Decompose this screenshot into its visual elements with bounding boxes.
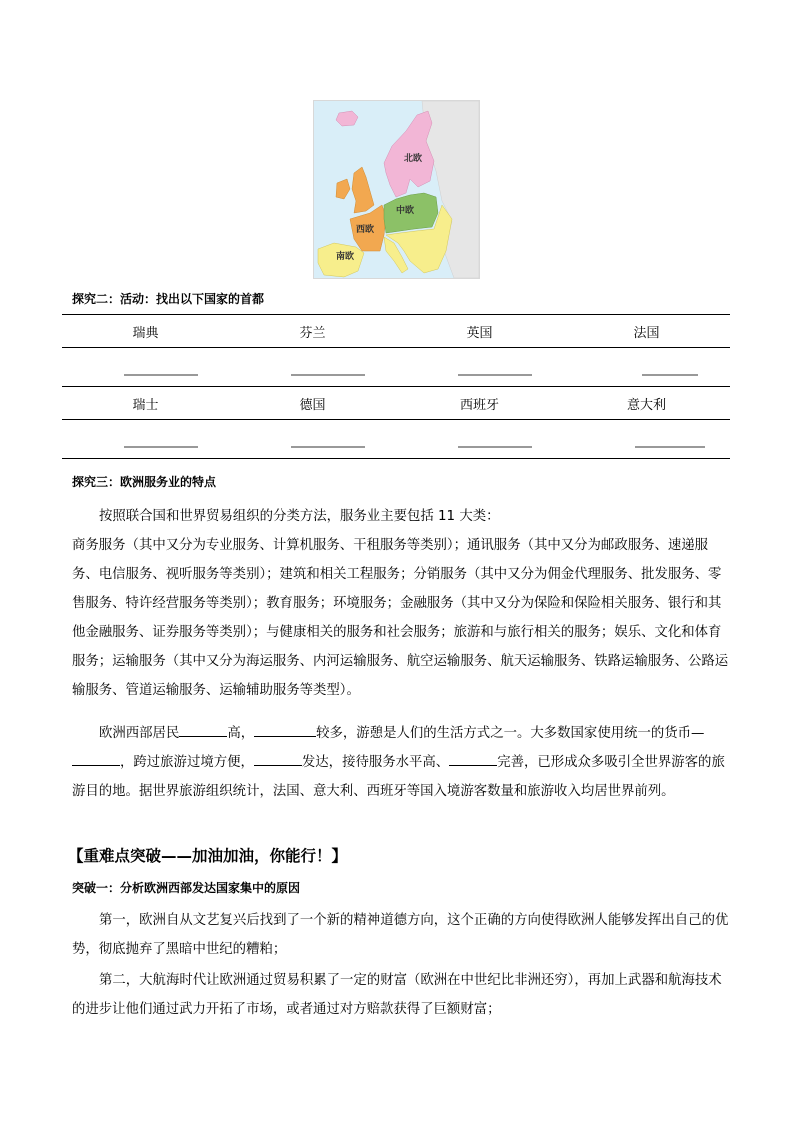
answer-cell: [62, 348, 229, 387]
answer-blank[interactable]: [635, 446, 705, 448]
fill-in-paragraph: [72, 719, 732, 806]
answer-cell: [396, 348, 563, 387]
answer-cell: [563, 420, 730, 459]
fill-blank-currency[interactable]: [72, 752, 120, 766]
section3-heading: 探究三：欧洲服务业的特点: [72, 475, 217, 489]
fill-text: 完善，已形成众多吸引全世界游客的旅游目的地。据世界旅游组织统计，法国、意大利、西班牙等国入境游客数量和旅游收入均居世界前列。: [72, 755, 725, 799]
answer-blank[interactable]: [458, 446, 532, 448]
answer-cell: [396, 420, 563, 459]
breakthrough-heading: 【重难点突破——加油加油，你能行！】: [68, 847, 348, 865]
answer-blank[interactable]: [642, 374, 698, 376]
section3-intro: 按照联合国和世界贸易组织的分类方法，服务业主要包括 11 大类：: [99, 509, 500, 524]
fill-blank-income[interactable]: [179, 723, 227, 737]
breakthrough-point-2: 第二，大航海时代让欧洲通过贸易积累了一定的财富（欧洲在中世纪比非洲还穷），再加上武器和航海技术的进步让他们通过武力开拓了市场，或者通过对方赔款获得了巨额财富；: [72, 973, 722, 1017]
breakthrough-point-1: 第一，欧洲自从文艺复兴后找到了一个新的精神道德方向，这个正确的方向使得欧洲人能够发挥出自己的优势，彻底抛弃了黑暗中世纪的糟粕；: [72, 913, 729, 957]
answer-blank[interactable]: [291, 374, 365, 376]
fill-text: 发达，接待服务水平高、: [301, 755, 450, 770]
answer-cell: [62, 420, 229, 459]
service-categories-paragraph: 商务服务（其中又分为专业服务、计算机服务、干租服务等类别）；通讯服务（其中又分为邮政服务、速递服务、电信服务、视听服务等类别）；建筑和相关工程服务；分销服务（其中又分为佣金代理服务、批发服务、零售服务、特许经营服务等类别）；教育服务；环境服务；金融服务（其中又分为保险和保险相关服务、银行和其他金融服务、证券服务等类别）；与健康相关的服务和社会服务；旅游和与旅行相关的服务；娱乐、文化和体育服务；运输服务（其中又分为海运服务、内河运输服务、航空运输服务、航天运输服务、铁路运输服务、公路运输服务、管道运输服务、运输辅助服务等类型）。: [72, 538, 729, 698]
label-west-europe: 西欧: [356, 225, 375, 235]
answer-blank[interactable]: [458, 374, 532, 376]
breakthrough-subheading: 突破一：分析欧洲西部发达国家集中的原因: [72, 881, 301, 895]
section2-heading: 探究二：活动：找出以下国家的首都: [72, 292, 265, 306]
country-cell: 英国: [396, 315, 563, 348]
country-cell: 德国: [229, 387, 396, 420]
country-cell: 芬兰: [229, 315, 396, 348]
country-cell: 西班牙: [396, 387, 563, 420]
europe-regions-map: [313, 100, 480, 279]
table-row-countries: [62, 387, 730, 420]
country-cell: 瑞士: [62, 387, 229, 420]
answer-cell: [229, 420, 396, 459]
answer-cell: [229, 348, 396, 387]
fill-text: 较多，游憩是人们的生活方式之一。大多数国家使用统一的货币—: [316, 726, 705, 741]
fill-text: 欧洲西部居民: [99, 726, 180, 741]
table-row-answers: [62, 420, 730, 459]
answer-blank[interactable]: [124, 446, 198, 448]
answer-cell: [563, 348, 730, 387]
country-cell: 意大利: [563, 387, 730, 420]
fill-blank-leisure[interactable]: [254, 723, 316, 737]
fill-blank-transport[interactable]: [254, 752, 302, 766]
answer-blank[interactable]: [291, 446, 365, 448]
fill-text: ，跨过旅游过境方便，: [120, 755, 254, 770]
europe-map-graphic: [314, 101, 479, 278]
capitals-table: [62, 314, 730, 459]
fill-text: 高，: [227, 726, 255, 741]
country-cell: 法国: [563, 315, 730, 348]
label-south-europe: 南欧: [336, 252, 355, 262]
table-row-answers: [62, 348, 730, 387]
table-row-countries: [62, 315, 730, 348]
fill-blank-facilities[interactable]: [449, 752, 497, 766]
label-north-europe: 北欧: [404, 154, 423, 164]
label-central-europe: 中欧: [396, 206, 415, 216]
country-cell: 瑞典: [62, 315, 229, 348]
answer-blank[interactable]: [124, 374, 198, 376]
